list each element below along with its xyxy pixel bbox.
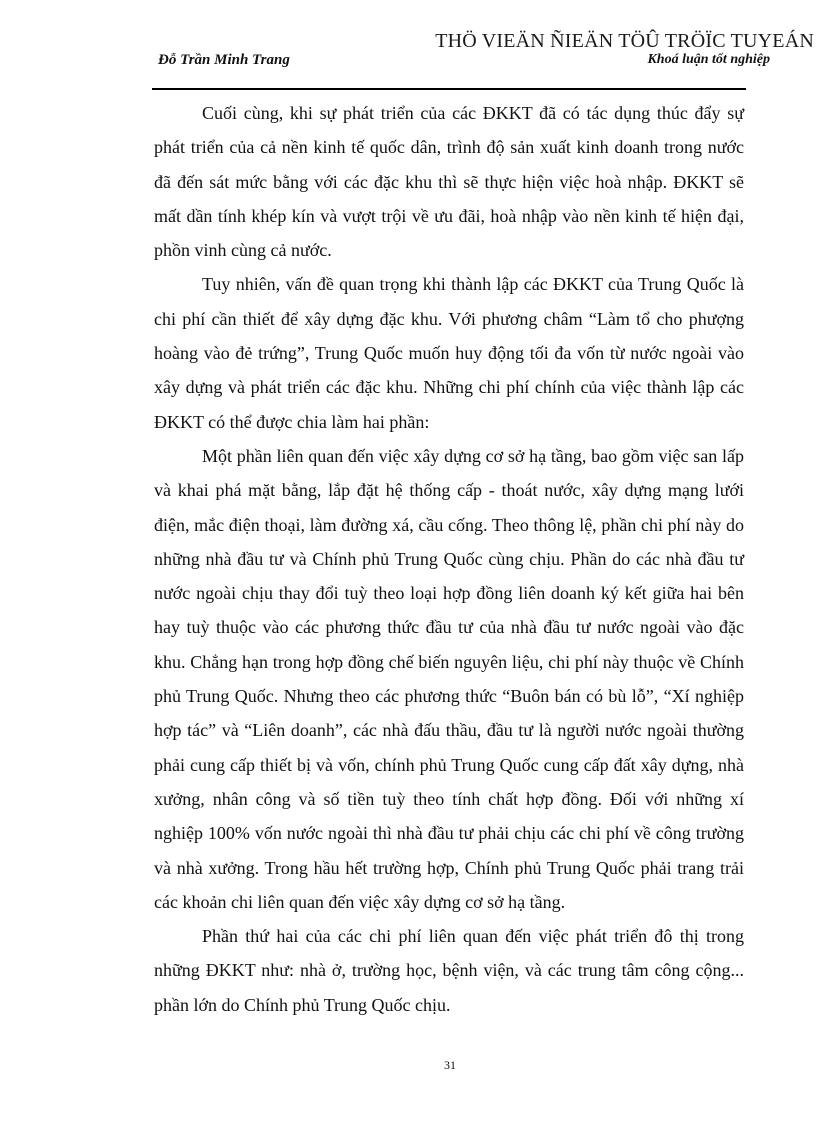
paragraph-2: Tuy nhiên, vấn đề quan trọng khi thành lập các ĐKKT của Trung Quốc là chi phí cần thiết để xây dựng đặc khu. Với phương châm “Làm tổ cho phượng hoàng vào đẻ trứng”, Trung Quốc muốn huy động tối đa vốn từ nước ngoài vào xây dựng và phát triển các đặc khu. Những chi phí chính của việc thành lập các ĐKKT có thể được chia làm hai phần: [154,274,744,432]
paragraph-1: Cuối cùng, khi sự phát triển của các ĐKKT đã có tác dụng thúc đẩy sự phát triển của cả nền kinh tế quốc dân, trình độ sản xuất kinh doanh trong nước đã đến sát mức bằng với các đặc khu thì sẽ thực hiện việc hoà nhập. ĐKKT sẽ mất dần tính khép kín và vượt trội về ưu đãi, hoà nhập vào nền kinh tế hiện đại, phồn vinh cùng cả nước. [154,103,744,261]
page-number: 31 [444,1058,456,1072]
author-name: Đỗ Trần Minh Trang [158,52,290,68]
header-divider [152,88,746,90]
body-text [154,96,744,1022]
document-type: Khoá luận tốt nghiệp [647,52,770,67]
paragraph-3: Một phần liên quan đến việc xây dựng cơ sở hạ tầng, bao gồm việc san lấp và khai phá mặt bằng, lắp đặt hệ thống cấp - thoát nước, xây dựng mạng lưới điện, mắc điện thoại, làm đường xá, cầu cống. Theo thông lệ, phần chi phí này do những nhà đầu tư và Chính phủ Trung Quốc cùng chịu. Phần do các nhà đầu tư nước ngoài chịu thay đổi tuỳ theo loại hợp đồng liên doanh ký kết giữa hai bên hay tuỳ thuộc vào các phương thức đầu tư của nhà đầu tư nước ngoài vào đặc khu. Chẳng hạn trong hợp đồng chế biến nguyên liệu, chi phí này thuộc về Chính phủ Trung Quốc. Nhưng theo các phương thức “Buôn bán có bù lỗ”, “Xí nghiệp hợp tác” và “Liên doanh”, các nhà đấu thầu, đầu tư là người nước ngoài thường phải cung cấp thiết bị và vốn, chính phủ Trung Quốc cung cấp đất xây dựng, nhà xưởng, nhân công và số tiền tuỳ theo tính chất hợp đồng. Đối với những xí nghiệp 100% vốn nước ngoài thì nhà đầu tư phải chịu các chi phí về công trường và nhà xưởng. Trong hầu hết trường hợp, Chính phủ Trung Quốc phải trang trải các khoản chi liên quan đến việc xây dựng cơ sở hạ tầng. [154,445,744,912]
library-watermark: THÖ VIEÄN ÑIEÄN TÖÛ TRÖÏC TUYEÁN [435,30,814,52]
paragraph-4: Phần thứ hai của các chi phí liên quan đến việc phát triển đô thị trong những ĐKKT như: nhà ở, trường học, bệnh viện, và các trung tâm công cộng... phần lớn do Chính phủ Trung Quốc chịu. [154,926,744,1015]
